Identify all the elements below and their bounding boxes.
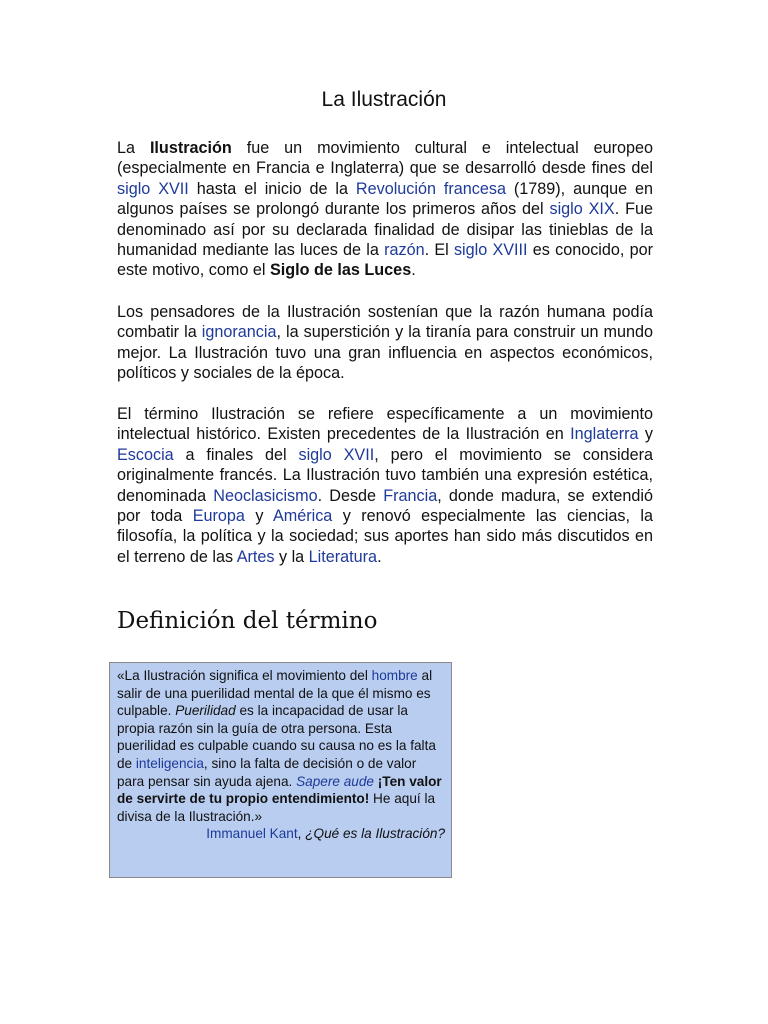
- link-revolucion-francesa[interactable]: Revolución francesa: [355, 179, 506, 198]
- text: , la superstición y la tiranía para construir un mundo mejor. La Ilustración tuvo una gran influencia en aspectos económicos, políticos y sociales de la época.: [117, 323, 653, 383]
- link-inteligencia[interactable]: inteligencia: [135, 755, 204, 771]
- link-siglo-xvii[interactable]: siglo XVII: [117, 179, 189, 198]
- link-siglo-xviii[interactable]: siglo XVIII: [453, 241, 528, 260]
- link-ignorancia[interactable]: ignorancia: [201, 323, 277, 342]
- link-neoclasicismo[interactable]: Neoclasicismo: [213, 486, 318, 505]
- italic-puerilidad: Puerilidad: [175, 703, 236, 719]
- text: y: [638, 425, 653, 444]
- link-inglaterra[interactable]: Inglaterra: [570, 425, 639, 444]
- link-siglo-xix[interactable]: siglo XIX: [549, 200, 615, 219]
- link-america[interactable]: América: [272, 507, 333, 526]
- citation-work-title: ¿Qué es la Ilustración?: [305, 826, 445, 842]
- text: , sino la falta de decisión o de valor para pensar sin ayuda ajena.: [117, 755, 417, 789]
- paragraph-pensadores: [117, 302, 653, 384]
- link-francia[interactable]: Francia: [383, 486, 438, 505]
- text: y la: [274, 547, 309, 566]
- link-sapere-aude[interactable]: Sapere aude: [296, 773, 374, 789]
- bold-term-siglo-de-las-luces: Siglo de las Luces: [269, 261, 412, 280]
- link-razon[interactable]: razón: [384, 241, 425, 260]
- text: . Fue denominado así por su declarada finalidad de disipar las tinieblas de la humanidad mediante las luces de la: [117, 200, 653, 260]
- link-siglo-xvii-2[interactable]: siglo XVII: [298, 445, 375, 464]
- text: a finales del: [173, 445, 299, 464]
- text: ,: [297, 826, 306, 842]
- link-immanuel-kant[interactable]: Immanuel Kant: [206, 826, 298, 842]
- link-escocia[interactable]: Escocia: [117, 445, 174, 464]
- text: y renovó especialmente las ciencias, la filosofía, la política y la sociedad; sus aportes han sido más discutidos en el terreno de las: [117, 507, 653, 566]
- text: Los pensadores de la Ilustración sostenían que la razón humana podía combatir la: [117, 303, 653, 342]
- text: . Desde: [317, 486, 384, 505]
- text: (1789), aunque en algunos países se prolongó durante los primeros años del: [117, 179, 653, 219]
- link-artes[interactable]: Artes: [236, 547, 275, 566]
- page-title: La Ilustración: [321, 88, 447, 111]
- text: He aquí la divisa de la Ilustración.»: [117, 791, 436, 824]
- link-hombre[interactable]: hombre: [371, 668, 418, 683]
- link-europa[interactable]: Europa: [192, 507, 245, 526]
- text: . El: [424, 241, 454, 260]
- text: , pero el movimiento se considera originalmente francés. La Ilustración tuvo también una expresión estética, denominada: [117, 445, 653, 505]
- text: al salir de una puerilidad mental de la que él mismo es culpable.: [117, 668, 433, 719]
- bold-term-ilustracion: Ilustración: [149, 139, 232, 157]
- text: .: [411, 261, 416, 280]
- paragraph-intro: [117, 138, 653, 281]
- text: El término Ilustración se refiere específicamente a un movimiento intelectual histórico. Existen precedentes de la Ilustración en: [117, 405, 653, 444]
- section-heading: Definición del término: [117, 608, 378, 634]
- text: es la incapacidad de usar la propia razón sin la guía de otra persona. Esta puerilidad es culpable cuando su causa no es la falta de: [117, 703, 436, 771]
- text: es conocido, por este motivo, como el: [117, 241, 654, 280]
- bold-quote-motto: ¡Ten valor de servirte de tu propio entendimiento!: [117, 773, 442, 807]
- quote-citation: [117, 825, 445, 843]
- text: fue un movimiento cultural e intelectual europeo (especialmente en Francia e Inglaterra) que se desarrolló desde fines del: [117, 139, 653, 178]
- text: y: [244, 507, 273, 526]
- link-literatura[interactable]: Literatura: [308, 547, 378, 566]
- text: , donde madura, se extendió por toda: [117, 486, 653, 526]
- kant-quote-box: [109, 662, 452, 878]
- paragraph-termino: [117, 404, 653, 567]
- text: «La Ilustración significa el movimiento del: [117, 668, 372, 683]
- text: La: [117, 139, 150, 157]
- text: .: [377, 547, 382, 566]
- text: hasta el inicio de la: [188, 179, 356, 198]
